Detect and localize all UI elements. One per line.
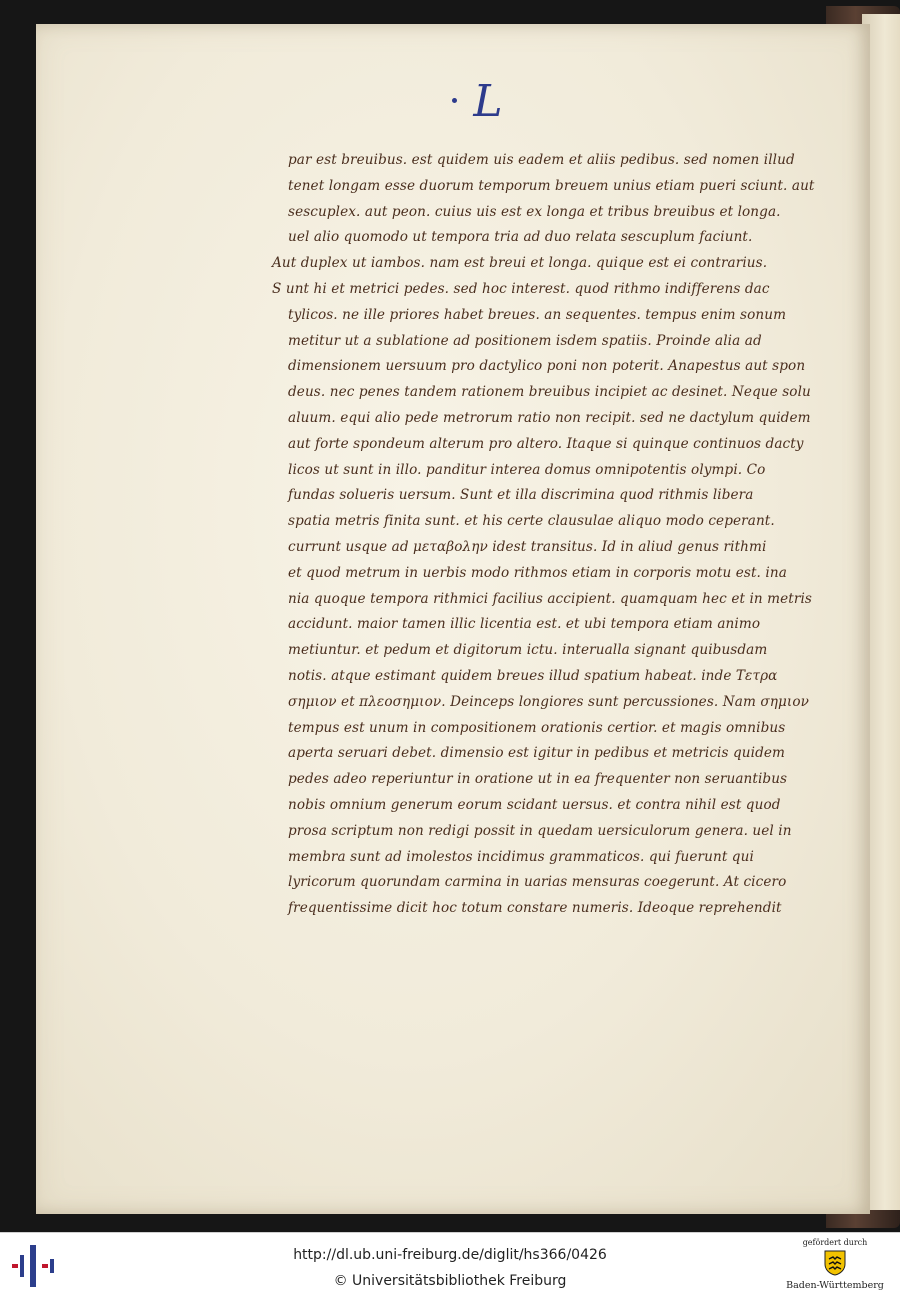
manuscript-line: sescuplex. aut peon. cuius uis est ex longa et tribus breuibus et longa. — [288, 203, 781, 220]
manuscript-line: currunt usque ad μεταβολην idest transitus. Id in aliud genus rithmi — [288, 538, 767, 555]
manuscript-line: et quod metrum in uerbis modo rithmos etiam in corporis motu est. ina — [288, 564, 787, 581]
manuscript-line: metiuntur. et pedum et digitorum ictu. interualla signant quibusdam — [288, 642, 768, 659]
manuscript-line: par est breuibus. est quidem uis eadem et aliis pedibus. sed nomen illud — [288, 152, 795, 168]
manuscript-line: nobis omnium generum eorum scidant uersus. et contra nihil est quod — [288, 796, 781, 813]
copyright-notice: © Universitätsbibliothek Freiburg — [333, 1273, 567, 1289]
manuscript-line: fundas solueris uersum. Sunt et illa discrimina quod rithmis libera — [288, 487, 754, 504]
manuscript-line: prosa scriptum non redigi possit in quedam uersiculorum genera. uel in — [288, 822, 792, 839]
permalink-url[interactable]: http://dl.ub.uni-freiburg.de/diglit/hs366/0426 — [293, 1247, 607, 1263]
sponsor-badge[interactable] — [780, 1237, 890, 1295]
manuscript-line: deus. nec penes tandem rationem breuibus incipiet ac desinet. Neque solu — [288, 384, 811, 401]
manuscript-line: σημιον et πλεοσημιον. Deinceps longiores sunt percussiones. Nam σημιον — [288, 693, 809, 710]
manuscript-line: uel alio quomodo ut tempora tria ad duo relata sescuplum faciunt. — [288, 229, 753, 246]
manuscript-line: frequentissime dicit hoc totum constare numeris. Ideoque reprehendit — [288, 900, 782, 917]
manuscript-line: dimensionem uersuum pro dactylico poni non poterit. Anapestus aut spon — [288, 358, 806, 375]
baden-wuerttemberg-crest-icon — [824, 1250, 846, 1276]
manuscript-line: aut forte spondeum alterum pro altero. Itaque si quinque continuos dacty — [288, 435, 804, 452]
manuscript-line: metitur ut a sublatione ad positionem isdem spatiis. Proinde alia ad — [288, 332, 762, 349]
sponsor-name: Baden-Württemberg — [786, 1280, 884, 1291]
manuscript-line: Aut duplex ut iambos. nam est breui et longa. quique est ei contrarius. — [272, 255, 768, 272]
manuscript-line: tylicos. ne ille priores habet breues. an sequentes. tempus enim sonum — [288, 306, 787, 323]
manuscript-line: nia quoque tempora rithmici facilius accipient. quamquam hec et in metris — [288, 590, 812, 607]
manuscript-line: S unt hi et metrici pedes. sed hoc interest. quod rithmo indifferens dac — [272, 280, 770, 297]
viewer-footer — [0, 1232, 900, 1298]
manuscript-line: licos ut sunt in illo. panditur interea domus omnipotentis olympi. Co — [288, 461, 766, 478]
manuscript-line: accidunt. maior tamen illic licentia est. et ubi tempora etiam animo — [288, 616, 761, 633]
manuscript-line: notis. atque estimant quidem breues illud spatium habeat. inde Τετρα — [288, 667, 778, 684]
initial-ornament-dot — [452, 98, 457, 103]
manuscript-line: tenet longam esse duorum temporum breuem unius etiam pueri sciunt. aut — [288, 177, 815, 194]
decorated-initial: L — [473, 76, 503, 127]
manuscript-line: pedes adeo reperiuntur in oratione ut in ea frequenter non seruantibus — [288, 771, 788, 788]
manuscript-line: tempus est unum in compositionem orationis certior. et magis omnibus — [288, 719, 786, 736]
sponsor-caption: gefördert durch — [802, 1238, 868, 1247]
manuscript-line: membra sunt ad imolestos incidimus grammaticos. qui fuerunt qui — [288, 848, 754, 865]
manuscript-line: aperta seruari debet. dimensio est igitur in pedibus et metricis quidem — [288, 745, 786, 762]
manuscript-line: aluum. equi alio pede metrorum ratio non recipit. sed ne dactylum quidem — [288, 409, 811, 426]
manuscript-line: lyricorum quorundam carmina in uarias mensuras coegerunt. At cicero — [288, 874, 787, 891]
manuscript-text — [272, 148, 815, 922]
manuscript-line: spatia metris finita sunt. et his certe clausulae aliquo modo ceperant. — [288, 513, 775, 530]
